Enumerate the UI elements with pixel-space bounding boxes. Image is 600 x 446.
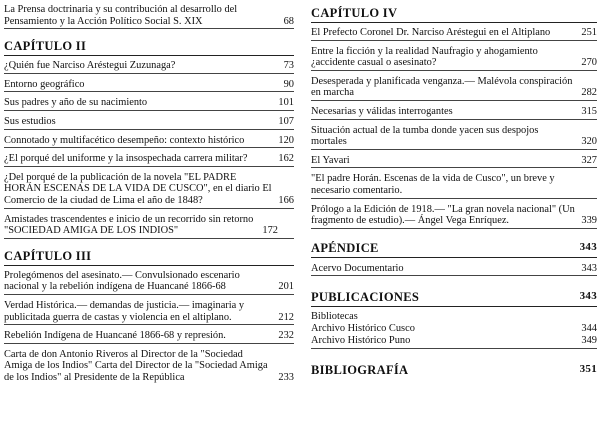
entry-page: 73	[283, 60, 294, 72]
publication-item	[311, 311, 597, 323]
entry-page: 251	[581, 27, 597, 38]
entry-title: ¿Del porqué de la publicación de la novela "EL PADRE HORÁN ESCENAS DE LA VIDA DE CUSCO", en el diario El Comercio de la ciudad de Lima el año de 1848?	[4, 171, 272, 206]
chapter-title: APÉNDICE	[311, 240, 379, 255]
item-title: Archivo Histórico Puno	[311, 334, 411, 346]
entry-page: 339	[581, 215, 597, 227]
toc-entry	[4, 348, 294, 385]
entry-title: Necesarias y válidas interrogantes	[311, 105, 453, 117]
entry-page: 212	[278, 311, 294, 323]
toc-entry	[311, 105, 597, 120]
entry-title: "El padre Horán. Escenas de la vida de Cusco", un breve y necesario comentario.	[311, 173, 555, 196]
toc-entry	[4, 213, 294, 239]
chapter-heading	[311, 290, 597, 307]
chapter-heading	[4, 39, 294, 56]
chapter-page: 343	[579, 290, 597, 303]
item-page: 349	[581, 334, 597, 346]
toc-entry	[311, 75, 597, 101]
entry-page: 120	[278, 134, 294, 146]
entry-page: 201	[278, 281, 294, 293]
item-title: Bibliotecas	[311, 311, 358, 323]
entry-title: Situación actual de la tumba donde yacen sus despojos mortales	[311, 124, 539, 148]
entry-page: 320	[581, 136, 597, 148]
toc-entry	[311, 26, 597, 41]
entry-page: 166	[278, 194, 294, 206]
entry-page: 162	[278, 153, 294, 165]
toc-entry	[4, 78, 294, 93]
toc-entry	[4, 299, 294, 325]
entry-title: Prolegómenos del asesinato.— Convulsionado escenario nacional y la rebelión indígena de Huancané 1866-68	[4, 269, 240, 293]
toc-entry	[4, 269, 294, 295]
entry-title: Sus padres y año de su nacimiento	[4, 97, 148, 109]
entry-title: Verdad Histórica.— demandas de justicia.— imaginaria y publicitada guerra de castas y violencia en el altiplano.	[4, 299, 245, 323]
chapter-heading	[311, 363, 597, 379]
chapter-title: PUBLICACIONES	[311, 290, 420, 305]
entry-title: Sus estudios	[4, 115, 56, 127]
chapter-heading	[311, 6, 597, 23]
toc-entry	[311, 262, 597, 277]
entry-page: 101	[278, 97, 294, 109]
entry-page: 282	[581, 87, 597, 99]
item-page: 344	[581, 322, 597, 334]
chapter-title: CAPÍTULO III	[4, 248, 92, 263]
entry-title: Entre la ficción y la realidad Naufragio y ahogamiento ¿accidente casual o asesinato?	[311, 45, 538, 69]
chapter-page: 343	[579, 240, 597, 253]
entry-title: La Prensa doctrinaria y su contribución al desarrollo del Pensamiento y la Acción Político Social S. XIX	[4, 4, 238, 27]
entry-title: ¿El porqué del uniforme y la insospechada carrera militar?	[4, 153, 248, 165]
entry-title: Connotado y multifacético desempeño: contexto histórico	[4, 134, 245, 146]
chapter-title: CAPÍTULO II	[4, 39, 87, 54]
entry-title: Carta de don Antonio Riveros al Director de la "Sociedad Amiga de los Indios" Carta del Director de la "Sociedad Amiga de los Indios" al Presidente de la República	[4, 348, 268, 383]
chapter-page: 351	[579, 363, 597, 376]
chapter-title: BIBLIOGRAFÍA	[311, 363, 409, 378]
toc-entry	[4, 3, 294, 29]
entry-page: 232	[278, 330, 294, 342]
entry-page: 343	[581, 262, 597, 274]
entry-page: 233	[278, 371, 294, 383]
toc-entry	[311, 172, 597, 198]
right-column	[311, 0, 597, 379]
entry-title: Rebelión Indígena de Huancané 1866-68 y represión.	[4, 330, 226, 342]
toc-entry	[4, 134, 294, 149]
entry-page: 172	[262, 225, 278, 237]
left-column	[4, 0, 294, 384]
chapter-title: CAPÍTULO IV	[311, 6, 398, 20]
publication-item	[311, 335, 597, 350]
entry-title: El Yavari	[311, 154, 350, 166]
entry-title: Prólogo a la Edición de 1918.— "La gran novela nacional" (Un fragmento de estudio).— Ángel Vega Enríquez.	[311, 203, 575, 227]
entry-title: Acervo Documentario	[311, 262, 404, 274]
publication-item	[311, 323, 597, 335]
entry-page: 68	[283, 15, 294, 27]
entry-title: Desesperada y planificada venganza.— Malévola conspiración en marcha	[311, 75, 573, 99]
toc-entry	[311, 124, 597, 150]
item-title: Archivo Histórico Cusco	[311, 322, 415, 334]
toc-entry	[311, 45, 597, 71]
toc-entry	[4, 59, 294, 74]
entry-title: Entorno geográfico	[4, 78, 85, 90]
toc-entry	[4, 115, 294, 130]
entry-title: ¿Quién fue Narciso Aréstegui Zuzunaga?	[4, 60, 176, 72]
entry-page: 270	[581, 57, 597, 69]
entry-page: 107	[278, 115, 294, 127]
entry-page: 315	[581, 105, 597, 117]
chapter-heading	[4, 249, 294, 266]
entry-page: 90	[283, 78, 294, 90]
toc-entry	[311, 203, 597, 229]
toc-entry	[4, 329, 294, 344]
chapter-heading	[311, 241, 597, 258]
toc-entry	[4, 171, 294, 209]
entry-page: 327	[581, 154, 597, 166]
toc-entry	[311, 154, 597, 169]
entry-title: Amistades trascendentes e inicio de un recorrido sin retorno "SOCIEDAD AMIGA DE LOS INDIOS"	[4, 213, 254, 237]
entry-title: El Prefecto Coronel Dr. Narciso Aréstegui en el Altiplano	[311, 27, 551, 38]
toc-entry	[4, 96, 294, 111]
toc-entry	[4, 152, 294, 167]
